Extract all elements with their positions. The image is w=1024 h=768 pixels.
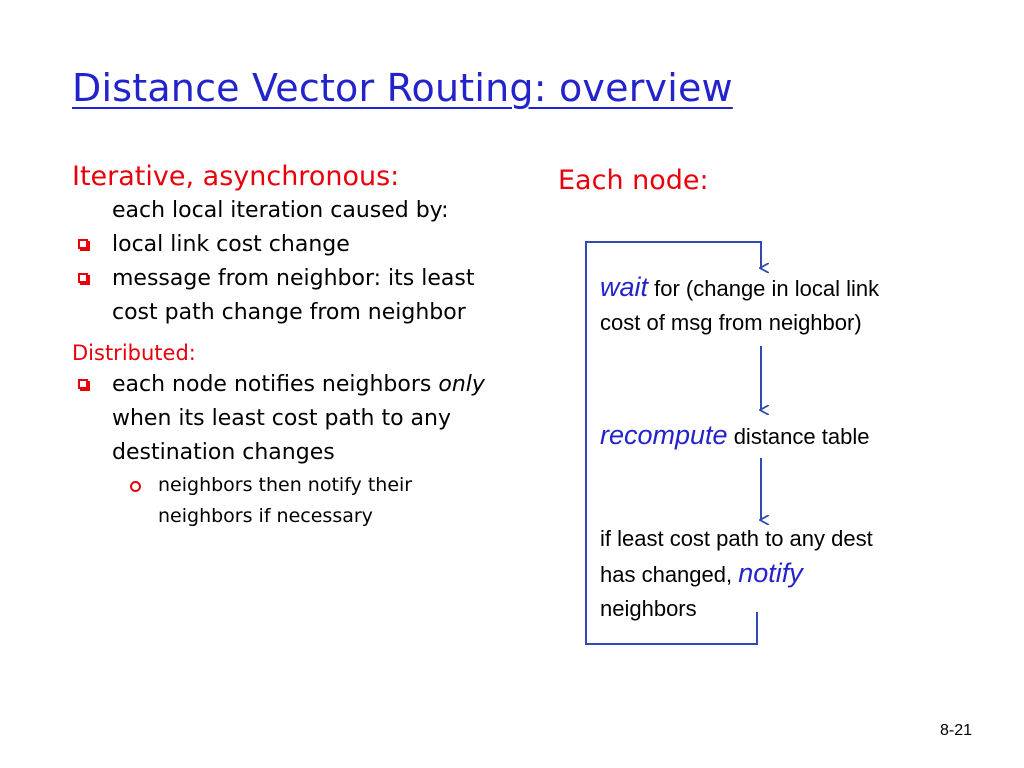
slide-title: Distance Vector Routing: overview <box>72 66 733 110</box>
iterative-text: each local iteration caused by: <box>112 198 449 223</box>
bullet-text: message from neighbor: its least cost path change from neighbor <box>112 266 475 325</box>
bullet-text-before: each node notifies neighbors <box>112 372 439 397</box>
notify-line3: neighbors <box>600 596 697 621</box>
notify-keyword: notify <box>738 558 803 588</box>
recompute-keyword: recompute <box>600 420 728 450</box>
bullet-text-emph: only <box>438 372 485 397</box>
notify-line1: if least cost path to any dest <box>600 526 873 551</box>
iterative-heading: Iterative, asynchronous: <box>72 161 400 192</box>
bullet-text-after: when its least cost path to any destination changes <box>112 406 451 465</box>
each-node-heading: Each node: <box>558 165 709 196</box>
distributed-heading: Distributed: <box>72 341 196 365</box>
recompute-step <box>600 418 869 454</box>
wait-text-line1: for (change in local link <box>648 276 880 301</box>
wait-text-line2: cost of msg from neighbor) <box>600 310 862 335</box>
notify-step <box>600 522 873 626</box>
notify-line2: has changed, <box>600 562 739 587</box>
wait-keyword: wait <box>600 272 649 302</box>
wait-step <box>600 270 879 340</box>
sub-bullet-text: neighbors then notify their neighbors if necessary <box>158 474 413 527</box>
bullet-text: local link cost change <box>112 232 350 257</box>
recompute-text: distance table <box>727 424 870 449</box>
page-number: 8-21 <box>939 722 972 739</box>
